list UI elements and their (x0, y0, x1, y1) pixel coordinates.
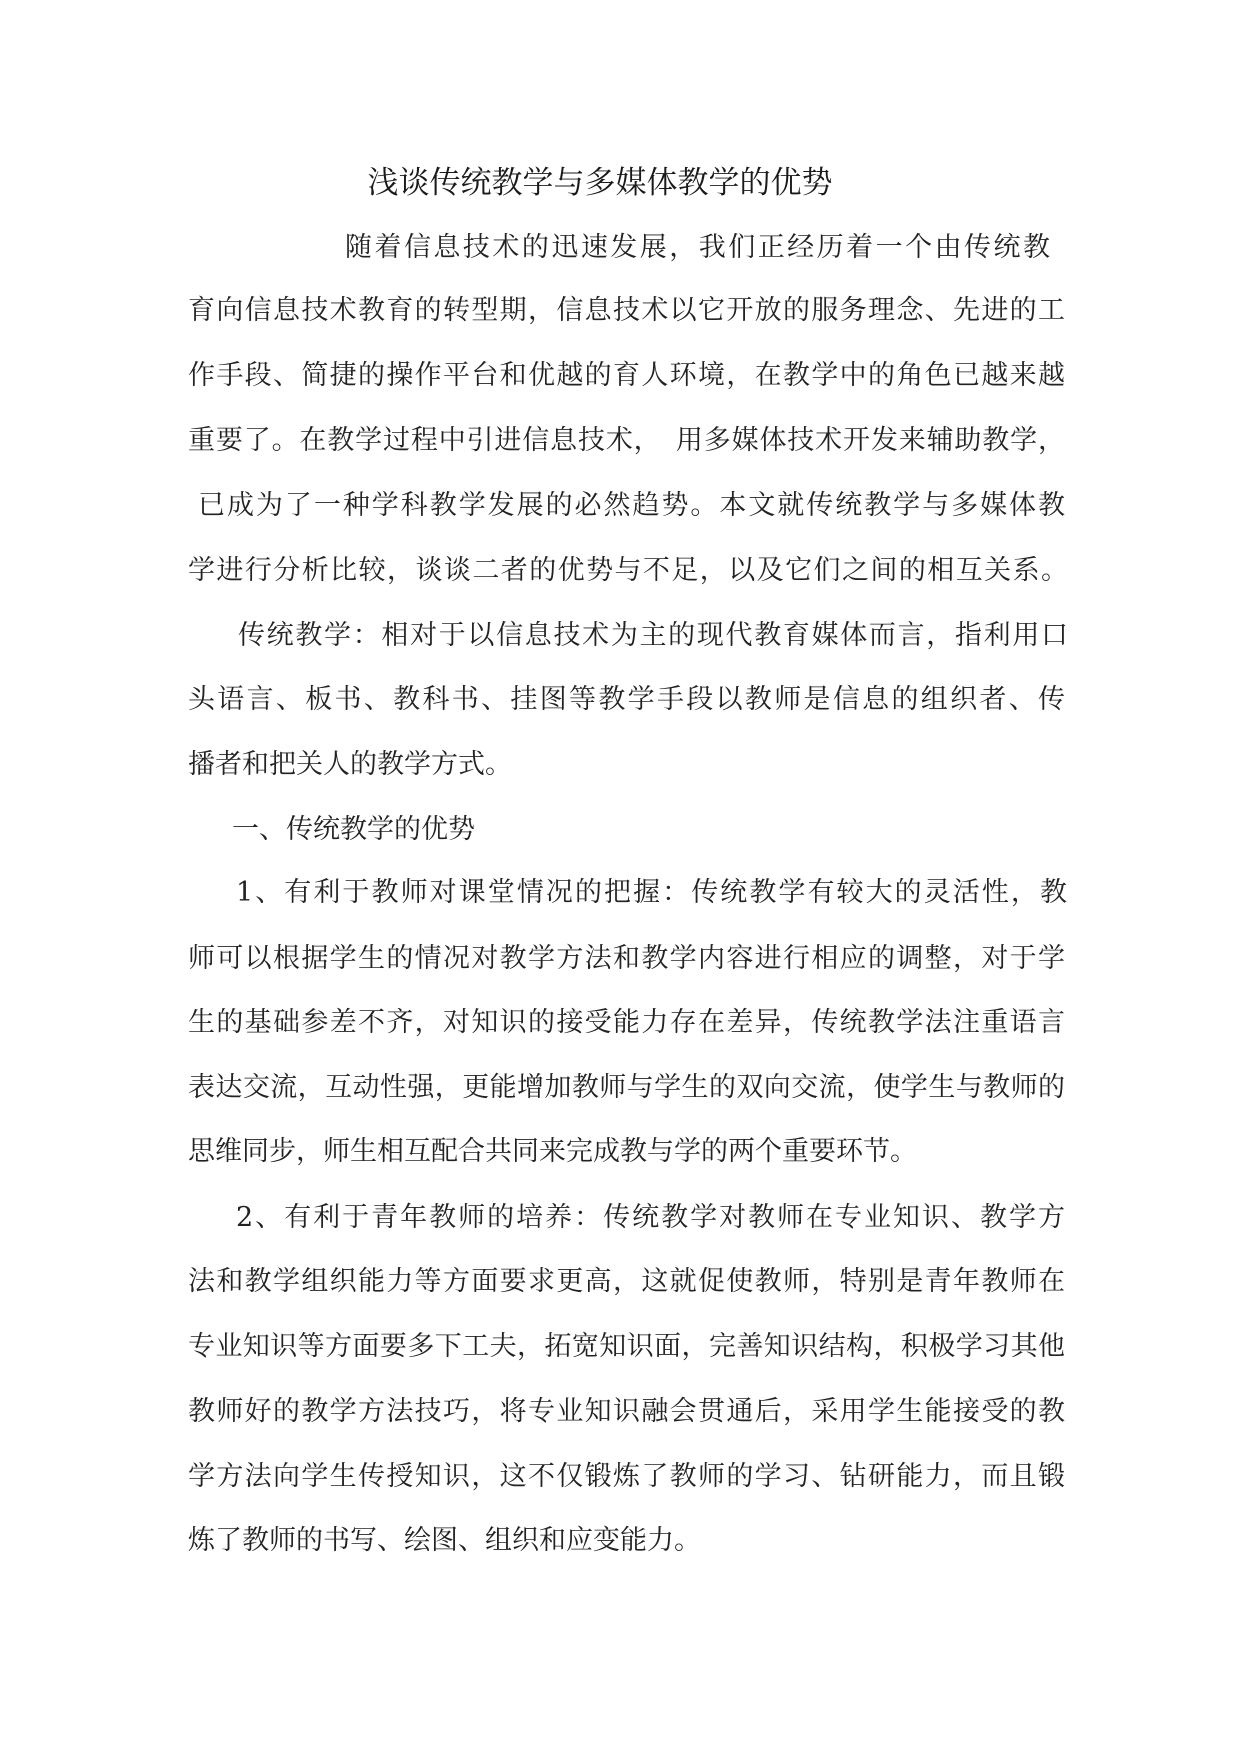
intro-line-6: 学进行分析比较，谈谈二者的优势与不足，以及它们之间的相互关系。 (188, 555, 1068, 586)
point-1-line-2: 师可以根据学生的情况对教学方法和教学内容进行相应的调整，对于学 (188, 943, 1065, 974)
point-2-line-4: 教师好的教学方法技巧，将专业知识融会贯通后，采用学生能接受的教 (188, 1396, 1065, 1427)
point-1-line-3: 生的基础参差不齐，对知识的接受能力存在差异，传统教学法注重语言 (188, 1007, 1065, 1038)
point-2-line-1: 2、有利于青年教师的培养：传统教学对教师在专业知识、教学方 (236, 1202, 1065, 1233)
point-1-line-1: 1、有利于教师对课堂情况的把握：传统教学有较大的灵活性，教 (236, 877, 1067, 908)
intro-line-3: 作手段、简捷的操作平台和优越的育人环境，在教学中的角色已越来越 (188, 360, 1065, 391)
point-2-line-3: 专业知识等方面要多下工夫，拓宽知识面，完善知识结构，积极学习其他 (188, 1331, 1065, 1362)
point-2-line-6: 炼了教师的书写、绘图、组织和应变能力。 (188, 1525, 701, 1556)
definition-line-2: 头语言、板书、教科书、挂图等教学手段以教师是信息的组织者、传 (188, 684, 1065, 715)
intro-line-4: 重要了。在教学过程中引进信息技术， 用多媒体技术开发来辅助教学， (188, 425, 1065, 456)
intro-line-1: 随着信息技术的迅速发展，我们正经历着一个由传统教 (345, 232, 1050, 263)
definition-line-3: 播者和把关人的教学方式。 (188, 749, 512, 780)
intro-line-2: 育向信息技术教育的转型期，信息技术以它开放的服务理念、先进的工 (188, 295, 1065, 326)
intro-line-5: 已成为了一种学科教学发展的必然趋势。本文就传统教学与多媒体教 (198, 490, 1065, 521)
definition-line-1: 传统教学：相对于以信息技术为主的现代教育媒体而言，指利用口 (238, 620, 1068, 651)
point-2-line-2: 法和教学组织能力等方面要求更高，这就促使教师，特别是青年教师在 (188, 1266, 1065, 1297)
point-1-line-4: 表达交流，互动性强，更能增加教师与学生的双向交流，使学生与教师的 (188, 1072, 1065, 1103)
section-heading: 一、传统教学的优势 (232, 814, 475, 845)
point-1-line-5: 思维同步，师生相互配合共同来完成教与学的两个重要环节。 (188, 1136, 917, 1167)
point-2-line-5: 学方法向学生传授知识，这不仅锻炼了教师的学习、钻研能力，而且锻 (188, 1461, 1065, 1492)
document-title: 浅谈传统教学与多媒体教学的优势 (367, 165, 833, 201)
